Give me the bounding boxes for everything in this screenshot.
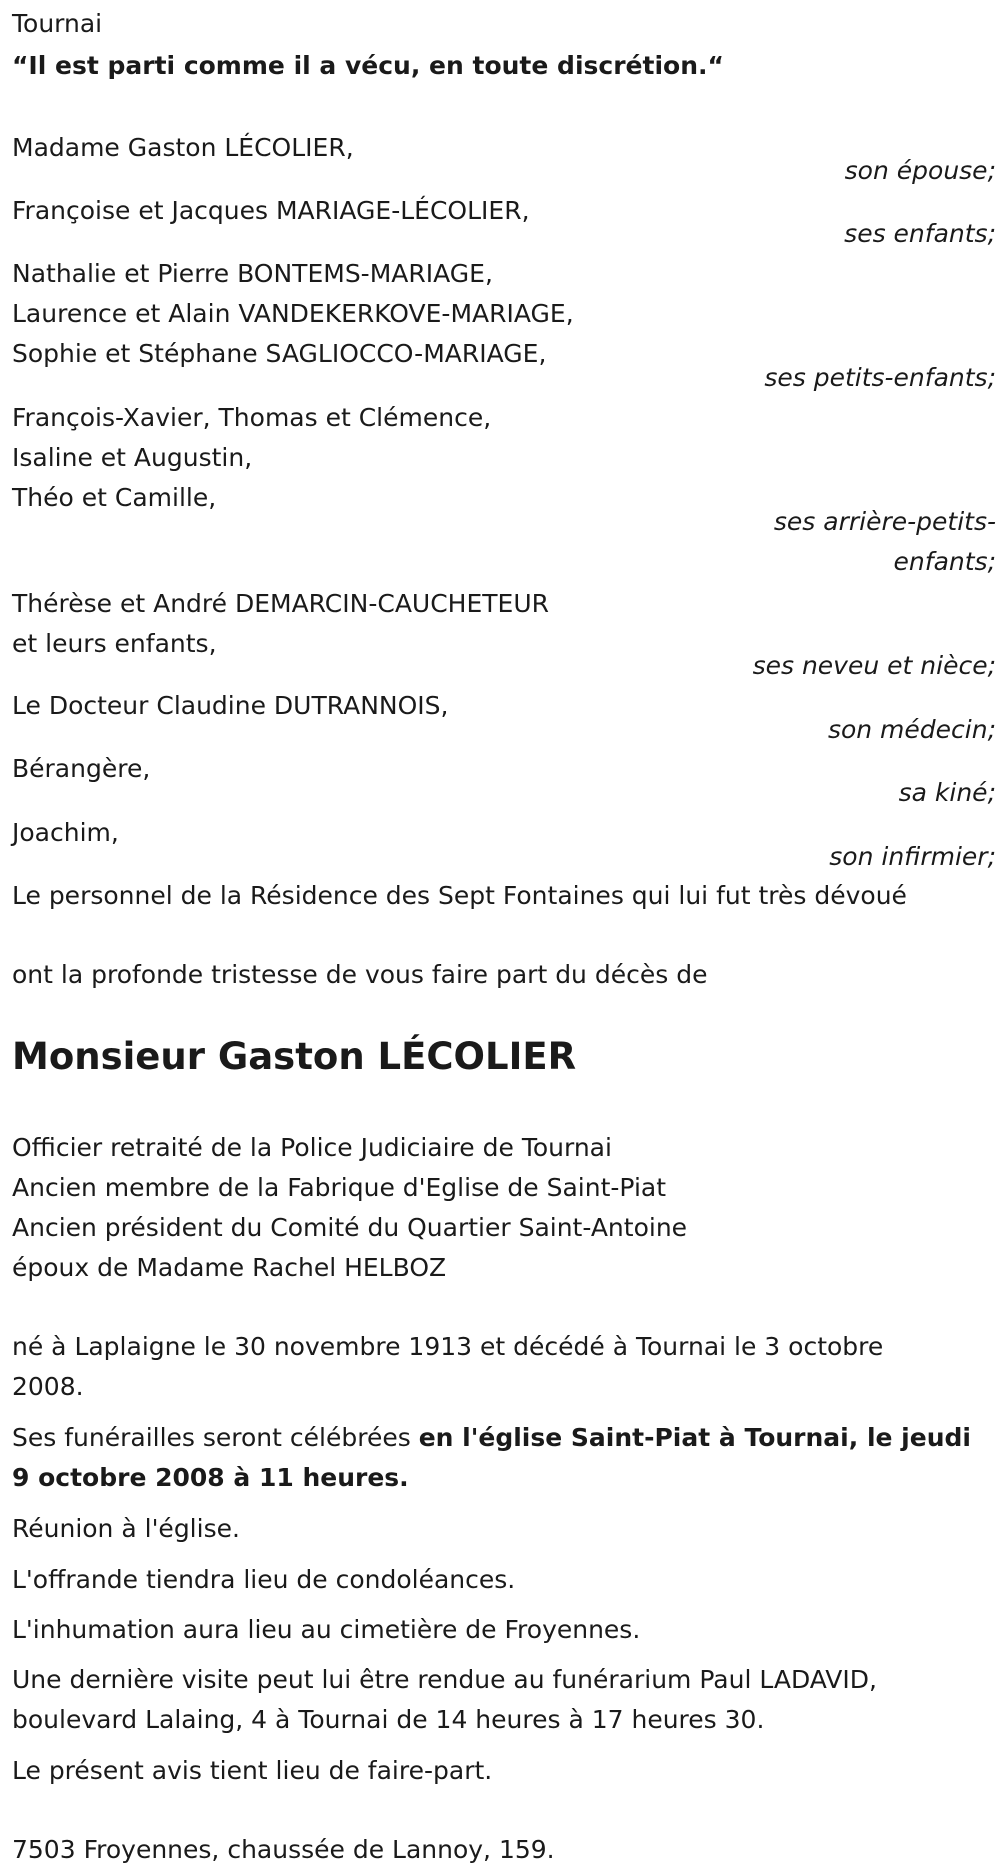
family-name-line: Thérèse et André DEMARCIN-CAUCHETEUR — [12, 589, 549, 618]
burial-line: L'inhumation aura lieu au cimetière de Froyennes. — [12, 1615, 641, 1644]
family-relation: ses petits-enfants; — [764, 363, 996, 392]
family-relation: ses neveu et nièce; — [752, 651, 996, 680]
family-name-line: Madame Gaston LÉCOLIER, — [12, 133, 354, 162]
family-name-line: Sophie et Stéphane SAGLIOCCO-MARIAGE, — [12, 339, 547, 368]
family-relation: son médecin; — [827, 715, 996, 744]
header-quote: “Il est parti comme il a vécu, en toute discrétion.“ — [12, 51, 724, 80]
family-name-line: et leurs enfants, — [12, 629, 217, 658]
funeral-location: en l'église Saint-Piat à Tournai, le jeudi — [418, 1423, 971, 1452]
funeral-date: 9 octobre 2008 à 11 heures. — [12, 1463, 409, 1492]
header-city: Tournai — [12, 9, 103, 38]
notice-line: Le présent avis tient lieu de faire-part. — [12, 1756, 493, 1785]
family-name-line: Joachim, — [12, 818, 119, 847]
family-relation: son infirmier; — [829, 842, 996, 871]
family-name-line: Bérangère, — [12, 754, 151, 783]
offering-line: L'offrande tiendra lieu de condoléances. — [12, 1565, 516, 1594]
title-line: époux de Madame Rachel HELBOZ — [12, 1253, 447, 1282]
family-name-line: Françoise et Jacques MARIAGE-LÉCOLIER, — [12, 196, 530, 225]
announcement: ont la profonde tristesse de vous faire part du décès de — [12, 960, 708, 989]
birth-death-line: 2008. — [12, 1372, 84, 1401]
visit-line: Une dernière visite peut lui être rendue au funérarium Paul LADAVID, — [12, 1665, 877, 1694]
funeral-line-1 — [12, 1418, 971, 1458]
deceased-name: Monsieur Gaston LÉCOLIER — [12, 1035, 577, 1078]
family-name-line: Laurence et Alain VANDEKERKOVE-MARIAGE, — [12, 299, 574, 328]
family-relation: ses arrière-petits- — [773, 507, 996, 536]
family-name-line: François-Xavier, Thomas et Clémence, — [12, 403, 492, 432]
visit-line: boulevard Lalaing, 4 à Tournai de 14 heures à 17 heures 30. — [12, 1705, 765, 1734]
staff-line: Le personnel de la Résidence des Sept Fontaines qui lui fut très dévoué — [12, 881, 907, 910]
meeting-line: Réunion à l'église. — [12, 1514, 240, 1543]
family-name-line: Isaline et Augustin, — [12, 443, 253, 472]
address-line: 7503 Froyennes, chaussée de Lannoy, 159. — [12, 1835, 555, 1864]
family-relation: ses enfants; — [844, 219, 996, 248]
title-line: Ancien président du Comité du Quartier Saint-Antoine — [12, 1213, 688, 1242]
family-relation: sa kiné; — [898, 778, 996, 807]
family-relation: enfants; — [893, 547, 996, 576]
family-relation: son épouse; — [844, 156, 996, 185]
funeral-prefix: Ses funérailles seront célébrées — [12, 1423, 419, 1452]
family-name-line: Nathalie et Pierre BONTEMS-MARIAGE, — [12, 259, 493, 288]
title-line: Ancien membre de la Fabrique d'Eglise de Saint-Piat — [12, 1173, 667, 1202]
family-name-line: Théo et Camille, — [12, 483, 217, 512]
title-line: Officier retraité de la Police Judiciaire de Tournai — [12, 1133, 612, 1162]
family-name-line: Le Docteur Claudine DUTRANNOIS, — [12, 691, 449, 720]
birth-death-line: né à Laplaigne le 30 novembre 1913 et décédé à Tournai le 3 octobre — [12, 1332, 884, 1361]
